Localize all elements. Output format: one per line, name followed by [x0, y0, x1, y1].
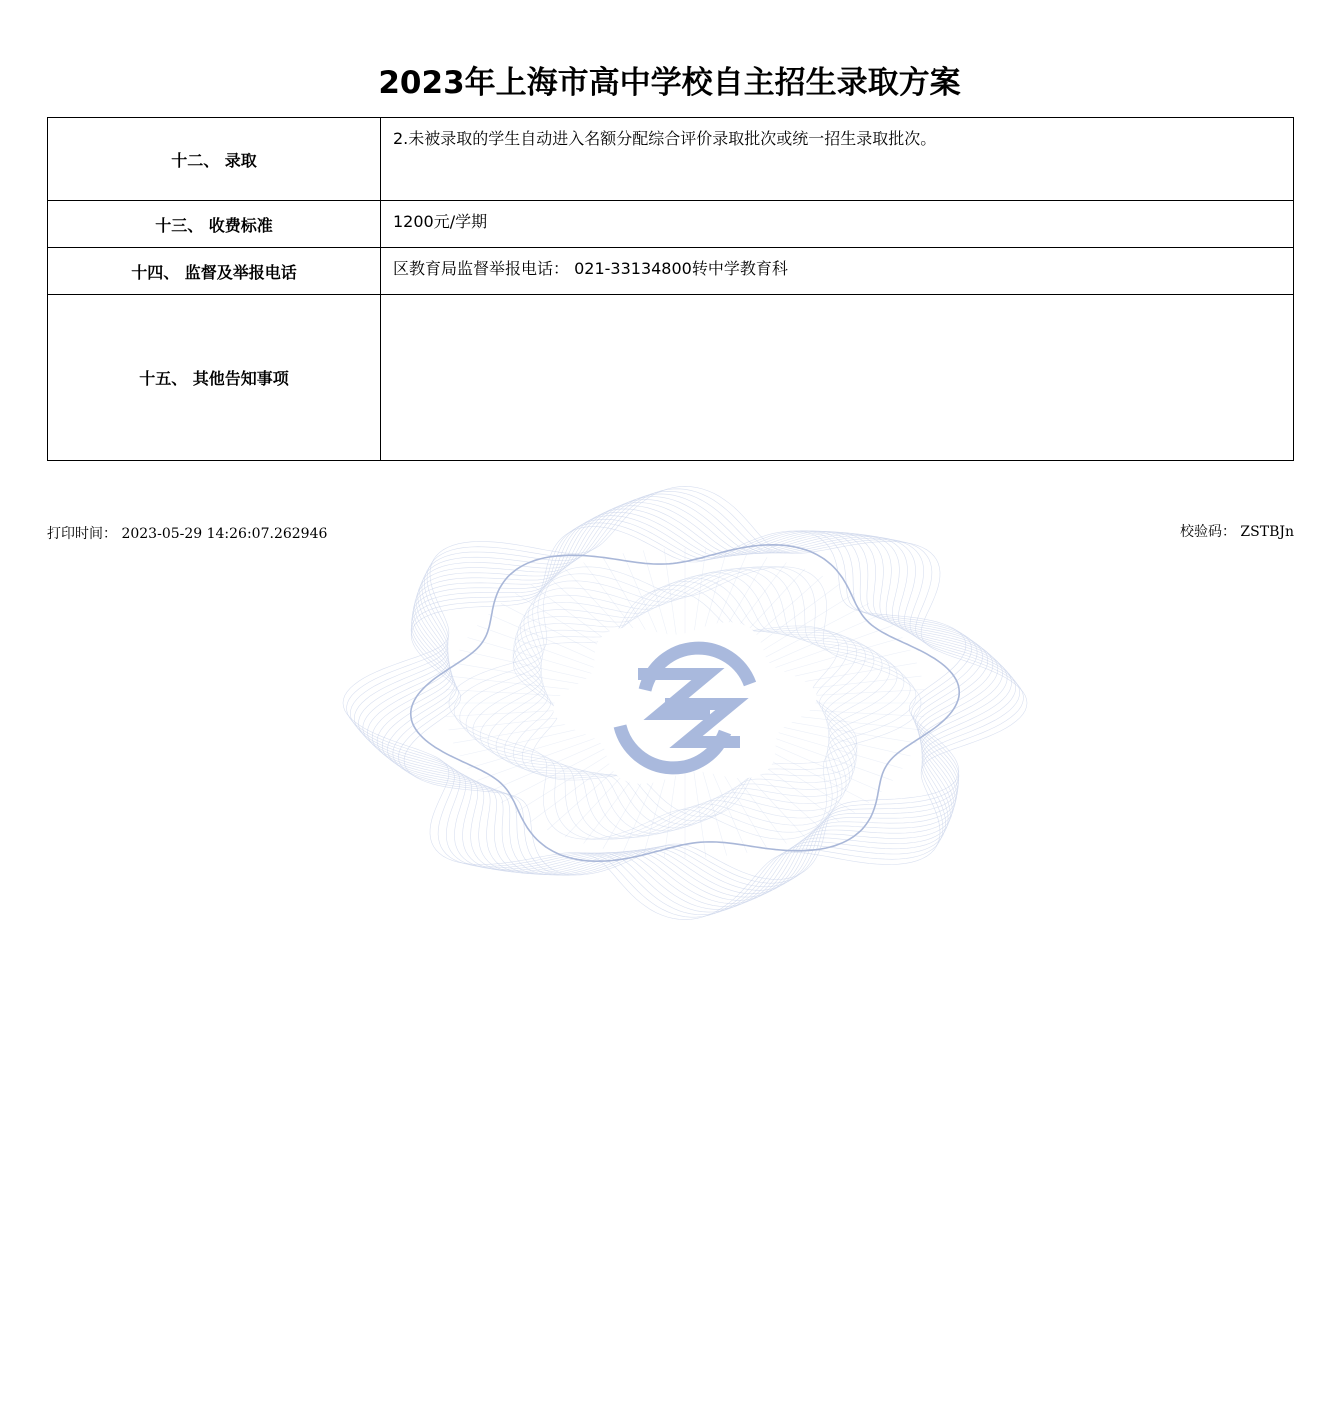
row-value-supervision: 区教育局监督举报电话： 021-33134800转中学教育科	[381, 248, 1294, 295]
seal-ray-line	[531, 753, 624, 822]
seal-petal-line	[382, 512, 987, 893]
seal-ray-line	[780, 709, 925, 717]
seal-logo-icon	[620, 648, 750, 768]
seal-ray-line	[693, 768, 706, 858]
seal-ray-line	[771, 638, 902, 676]
seal-inner-line	[449, 567, 921, 839]
seal-ray-line	[446, 690, 591, 698]
seal-inner-line	[460, 567, 910, 839]
seal-ray-line	[702, 550, 727, 639]
seal-ray-line	[643, 550, 668, 639]
seal-ray-line	[779, 676, 922, 692]
seal-petal-line	[377, 509, 993, 897]
seal-ray-line	[515, 593, 618, 657]
seal-ray-line	[710, 766, 748, 853]
seal-ray-line	[584, 563, 645, 645]
seal-logo-stroke	[665, 704, 740, 742]
seal-ray-line	[643, 767, 668, 856]
seal-ray-line	[477, 736, 603, 781]
seal-logo-stroke	[645, 648, 750, 690]
seal-logo-stroke	[638, 674, 710, 714]
row-label-admission: 十二、 录取	[48, 118, 381, 201]
seal-ray-line	[702, 767, 727, 856]
seal-ray-line	[780, 690, 925, 698]
seal-petal-line	[354, 494, 1015, 912]
check-code	[1180, 522, 1294, 542]
seal-ray-line	[547, 756, 630, 830]
seal-petal-line	[363, 500, 1007, 907]
admission-plan-table	[47, 117, 1294, 461]
seal-ray-line	[733, 759, 806, 837]
seal-ray-line	[488, 614, 607, 666]
seal-ray-line	[718, 557, 768, 642]
seal-ray-line	[771, 731, 902, 769]
seal-ray-line	[777, 663, 917, 686]
seal-ring-line	[411, 545, 959, 861]
seal-inner-line	[454, 567, 916, 840]
seal-ray-line	[468, 731, 599, 769]
seal-petal-line	[404, 527, 966, 880]
row-value-other-notices	[381, 295, 1294, 461]
seal-ray-line	[477, 626, 603, 671]
seal-inner-line	[513, 585, 857, 821]
row-label-other-notices: 十五、 其他告知事项	[48, 295, 381, 461]
seal-inner-line	[466, 568, 904, 839]
seal-ray-line	[725, 563, 786, 645]
seal-ray-line	[446, 709, 591, 717]
seal-ray-line	[603, 764, 653, 849]
seal-logo-stroke	[620, 726, 725, 768]
row-label-fees: 十三、 收费标准	[48, 201, 381, 248]
seal-ray-line	[515, 749, 618, 813]
seal-ray-line	[725, 762, 786, 844]
seal-ray-line	[488, 740, 607, 792]
seal-ray-line	[501, 745, 612, 803]
seal-ray-line	[453, 663, 593, 686]
seal-ray-line	[565, 569, 638, 647]
seal-ray-line	[733, 569, 806, 647]
seal-inner-line	[496, 575, 874, 831]
seal-ray-line	[758, 745, 869, 803]
seal-ray-line	[740, 576, 823, 650]
seal-ray-line	[763, 614, 882, 666]
seal-ray-line	[623, 553, 661, 640]
seal-ray-line	[468, 638, 599, 676]
seal-petal-line	[372, 506, 998, 901]
seal-inner-line	[514, 589, 857, 817]
seal-ray-line	[501, 603, 612, 661]
seal-ray-line	[460, 650, 596, 681]
seal-ray-line	[779, 714, 922, 730]
seal-ray-line	[584, 762, 645, 844]
row-label-supervision: 十四、 监督及举报电话	[48, 248, 381, 295]
seal-ray-line	[460, 725, 596, 756]
seal-ray-line	[693, 549, 706, 639]
seal-ray-line	[774, 725, 910, 756]
seal-ray-line	[746, 584, 839, 653]
seal-ray-line	[752, 593, 855, 657]
seal-ray-line	[777, 720, 917, 743]
row-value-admission: 2.未被录取的学生自动进入名额分配综合评价录取批次或统一招生录取批次。	[381, 118, 1294, 201]
seal-petal-line	[387, 516, 982, 891]
seal-ray-line	[752, 749, 855, 813]
seal-ray-line	[603, 557, 653, 642]
check-code-value: ZSTBJn	[1240, 524, 1294, 540]
guilloche-seal-watermark	[330, 478, 1040, 928]
seal-ray-line	[767, 736, 893, 781]
table-row	[48, 118, 1294, 201]
table-row	[48, 248, 1294, 295]
seal-ray-line	[758, 603, 869, 661]
seal-inner-line	[513, 582, 857, 825]
seal-ray-line	[664, 549, 677, 639]
seal-inner-line	[473, 569, 897, 838]
seal-ray-line	[774, 650, 910, 681]
check-code-label: 校验码：	[1179, 524, 1236, 540]
seal-ray-line	[767, 626, 893, 671]
seal-ray-line	[746, 753, 839, 822]
print-time-value: 2023-05-29 14:26:07.262946	[121, 526, 328, 542]
seal-ray-line	[740, 756, 823, 830]
seal-petal-line	[393, 519, 977, 887]
seal-ray-line	[453, 720, 593, 743]
seal-ray-line	[623, 766, 661, 853]
seal-petal-line	[343, 486, 1027, 919]
seal-petal-line	[368, 503, 1003, 904]
seal-ray-line	[763, 740, 882, 792]
seal-ray-line	[531, 584, 624, 653]
seal-ray-line	[710, 553, 748, 640]
table-row	[48, 295, 1294, 461]
print-time	[47, 524, 327, 544]
seal-petal-line	[350, 491, 1019, 914]
seal-ray-line	[718, 764, 768, 849]
seal-ray-line	[664, 768, 677, 858]
seal-petal-line	[347, 489, 1024, 917]
table-row	[48, 201, 1294, 248]
document-title: 2023年上海市高中学校自主招生录取方案	[378, 65, 961, 101]
seal-inner-line	[488, 573, 882, 834]
seal-ray-line	[565, 759, 638, 837]
row-value-fees: 1200元/学期	[381, 201, 1294, 248]
seal-ray-line	[449, 676, 592, 692]
seal-ray-line	[547, 576, 630, 650]
seal-petal-line	[359, 497, 1012, 910]
print-time-label: 打印时间：	[47, 526, 117, 542]
seal-ray-line	[449, 714, 592, 730]
seal-petal-line	[398, 523, 971, 883]
seal-center-fill	[553, 622, 817, 784]
seal-inner-line	[480, 570, 890, 835]
seal-inner-line	[505, 578, 866, 828]
